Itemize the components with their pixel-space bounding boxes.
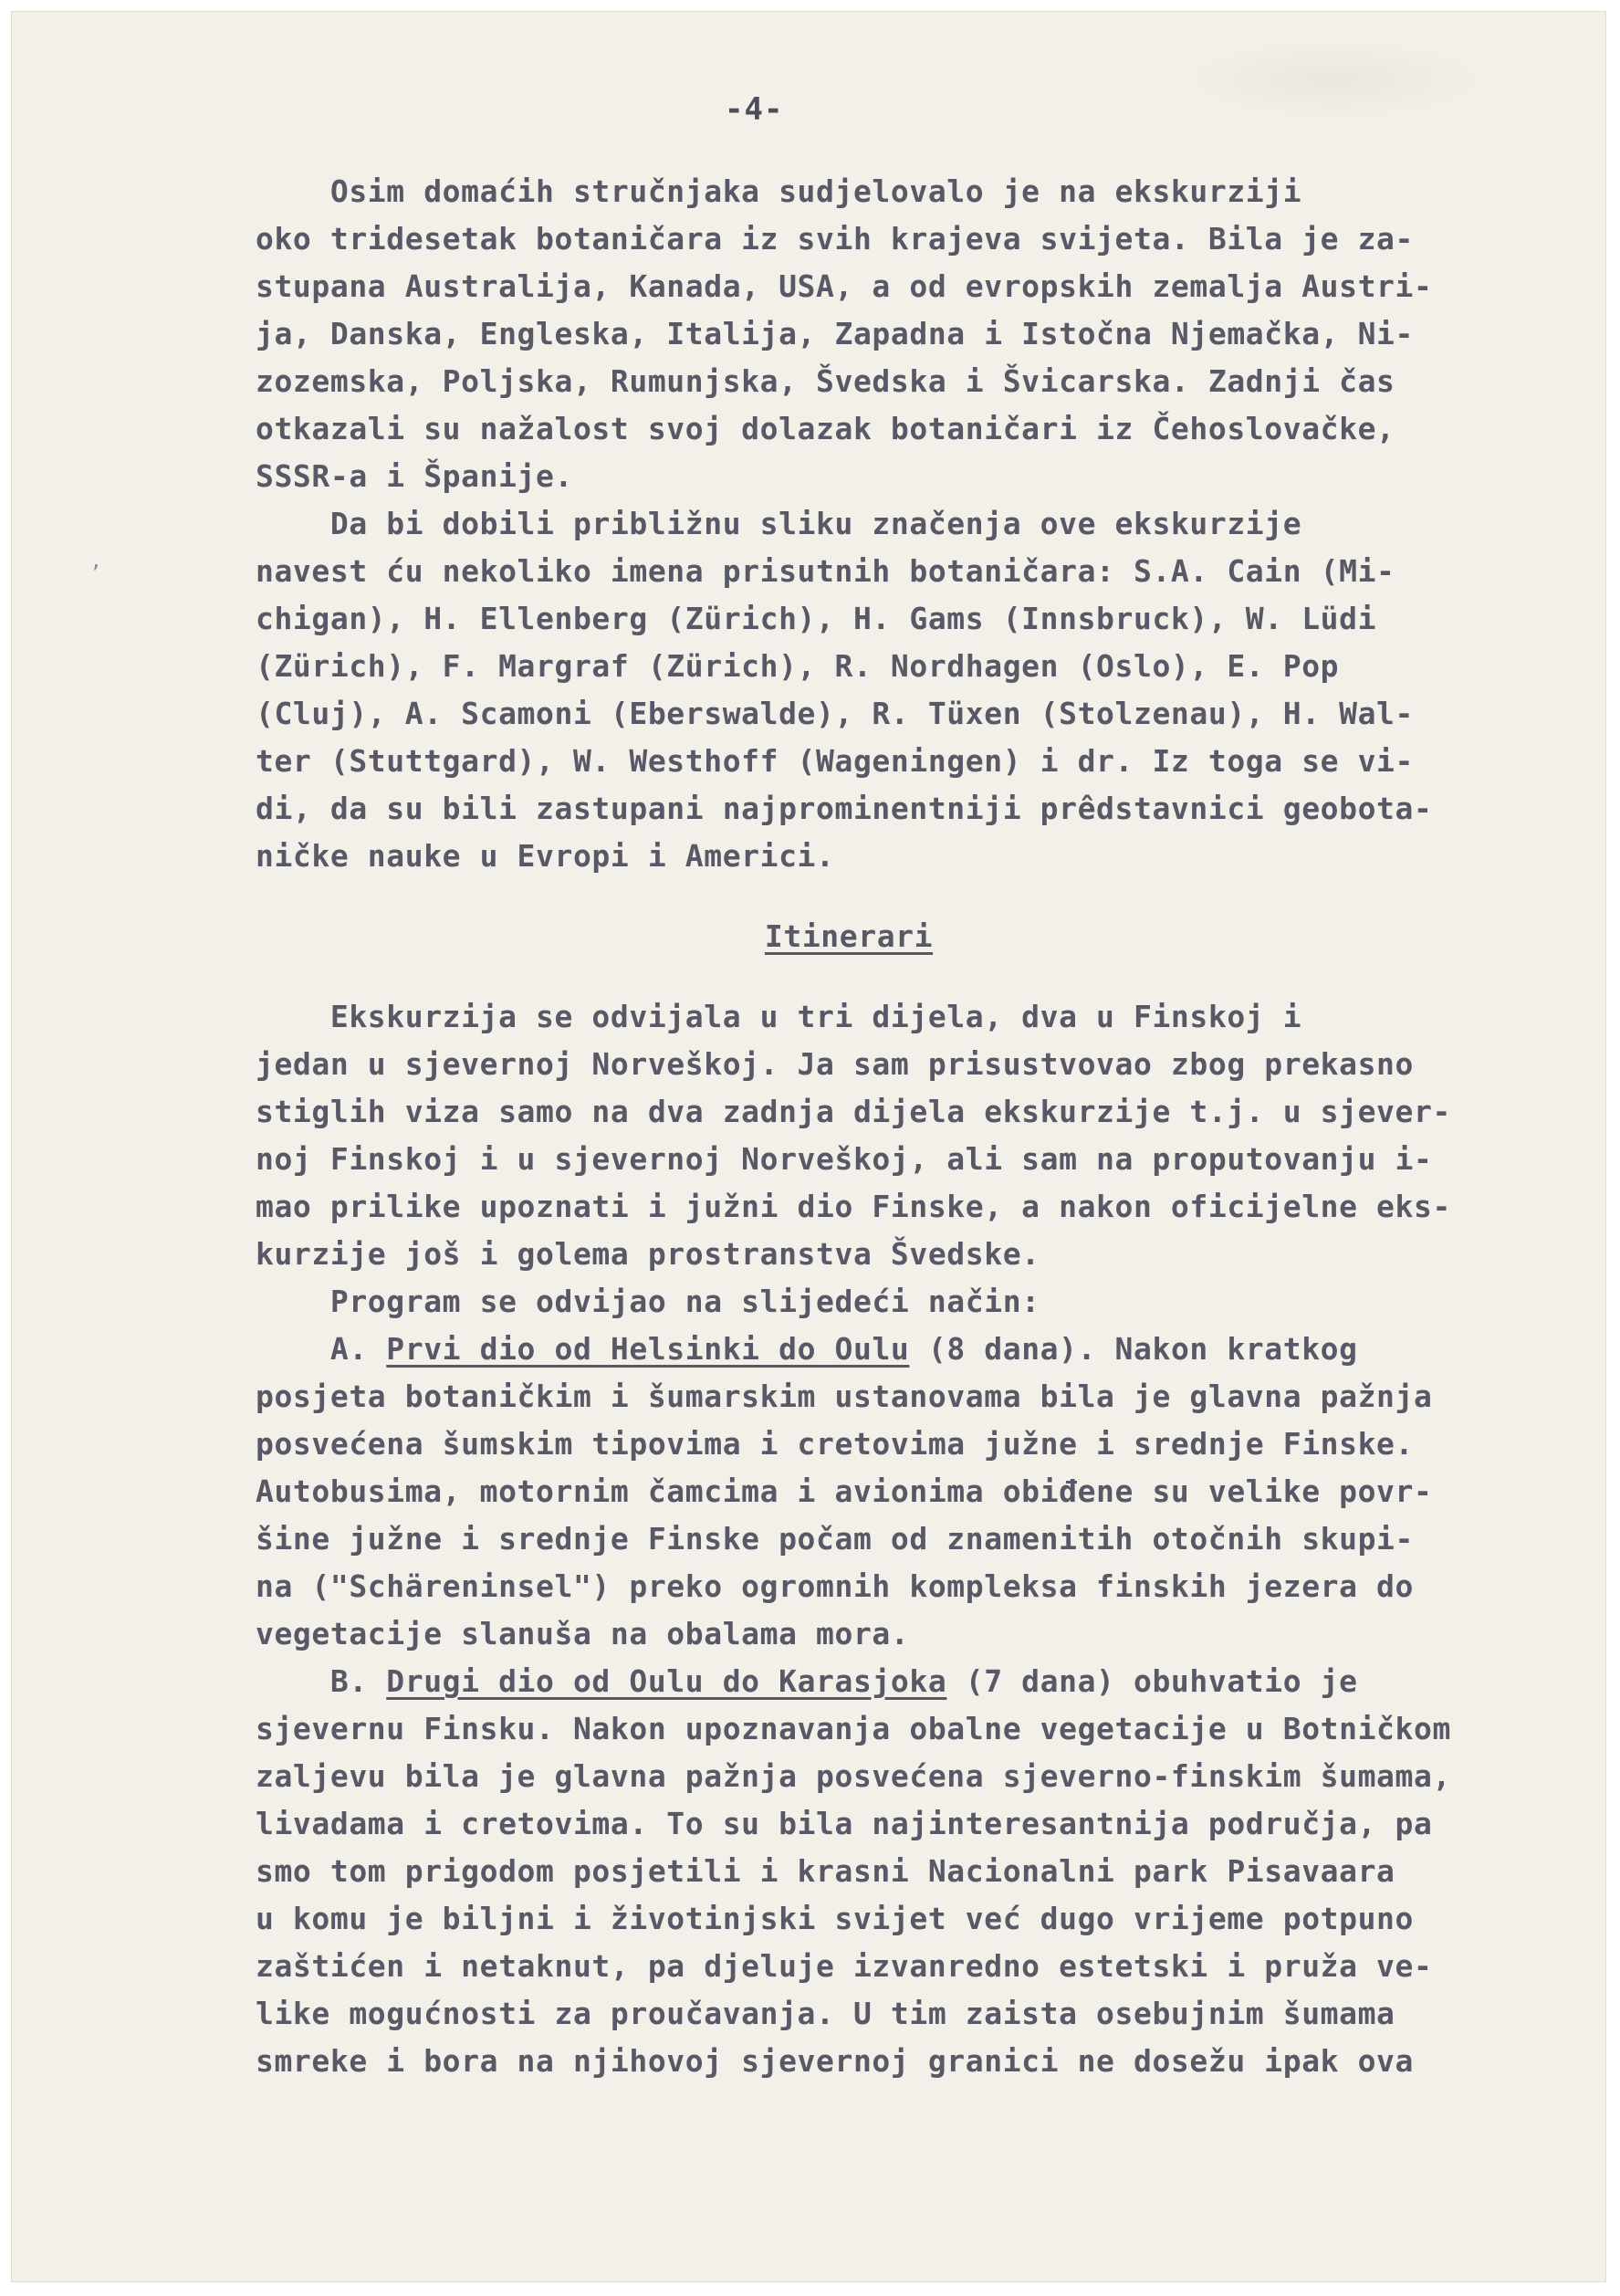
text-line: di, da su bili zastupani najprominentniji prêdstavnici geobota- (256, 791, 1433, 826)
text-line: vegetacije slanuša na obalama mora. (256, 1616, 910, 1651)
text-line: zozemska, Poljska, Rumunjska, Švedska i Švicarska. Zadnji čas (256, 363, 1395, 399)
section-heading (256, 911, 1442, 962)
text-line: šine južne i srednje Finske počam od znamenitih otočnih skupi- (256, 1521, 1414, 1557)
paragraph-botanists (256, 500, 1552, 880)
paragraph-itinerary (256, 993, 1552, 1278)
text-line: Osim domaćih stručnjaka sudjelovalo je na ekskurziji (256, 173, 1302, 209)
text-line: chigan), H. Ellenberg (Zürich), H. Gams (Innsbruck), W. Lüdi (256, 601, 1377, 636)
paper-stain (1179, 38, 1489, 121)
text-line: SSSR-a i Španije. (256, 458, 573, 494)
text-line: smo tom prigodom posjetili i krasni Nacionalni park Pisavaara (256, 1853, 1395, 1889)
typewritten-page (11, 11, 1606, 2282)
text-line: ja, Danska, Engleska, Italija, Zapadna i Istočna Njemačka, Ni- (256, 316, 1414, 351)
text-line: ter (Stuttgard), W. Westhoff (Wageningen) i dr. Iz toga se vi- (256, 743, 1414, 779)
section-a-title: Prvi dio od Helsinki do Oulu (386, 1331, 910, 1367)
text-line: livadama i cretovima. To su bila najinteresantnija područja, pa (256, 1806, 1433, 1841)
text-line: sjevernu Finsku. Nakon upoznavanja obalne vegetacije u Botničkom (256, 1711, 1451, 1746)
text-line: oko tridesetak botaničara iz svih krajeva svijeta. Bila je za- (256, 221, 1414, 257)
document-body (256, 168, 1552, 2085)
margin-mark: ʼ (89, 562, 102, 585)
section-a-first-line (256, 1326, 1552, 1373)
text-line: posvećena šumskim tipovima i cretovima južne i srednje Finske. (256, 1426, 1414, 1462)
text-line: u komu je biljni i životinjski svijet već dugo vrijeme potpuno (256, 1901, 1414, 1936)
text-line: na ("Schäreninsel") preko ogromnih kompleksa finskih jezera do (256, 1568, 1414, 1604)
text-line: ničke nauke u Evropi i Americi. (256, 838, 835, 874)
text-line: mao prilike upoznati i južni dio Finske, a nakon oficijelne eks- (256, 1189, 1451, 1224)
text-line: otkazali su nažalost svoj dolazak botaničari iz Čehoslovačke, (256, 411, 1395, 446)
spacer (256, 962, 1552, 993)
text-line: (Zürich), F. Margraf (Zürich), R. Nordhagen (Oslo), E. Pop (256, 648, 1340, 684)
section-b-title: Drugi dio od Oulu do Karasjoka (386, 1663, 947, 1699)
text-line: like mogućnosti za proučavanja. U tim zaista osebujnim šumama (256, 1996, 1395, 2031)
text-line: zaštićen i netaknut, pa djeluje izvanredno estetski i pruža ve- (256, 1948, 1433, 1984)
section-b-first-line (256, 1658, 1552, 1705)
section-a (256, 1326, 1552, 1658)
section-a-prefix: A. (256, 1331, 387, 1367)
section-a-first-line-rest: (8 dana). Nakon kratkog (909, 1331, 1358, 1367)
text-line: zaljevu bila je glavna pažnja posvećena sjeverno-finskim šumama, (256, 1758, 1451, 1794)
spacer (256, 880, 1552, 911)
text-line: stupana Australija, Kanada, USA, a od evropskih zemalja Austri- (256, 268, 1433, 304)
text-line: navest ću nekoliko imena prisutnih botaničara: S.A. Cain (Mi- (256, 553, 1395, 589)
text-line: smreke i bora na njihovoj sjevernoj granici ne dosežu ipak ova (256, 2043, 1414, 2079)
text-line: stiglih viza samo na dva zadnja dijela ekskurzije t.j. u sjever- (256, 1094, 1451, 1129)
section-b (256, 1658, 1552, 2085)
text-line: jedan u sjevernoj Norveškoj. Ja sam prisustvovao zbog prekasno (256, 1046, 1414, 1082)
text-line: posjeta botaničkim i šumarskim ustanovama bila je glavna pažnja (256, 1379, 1433, 1414)
text-line: kurzije još i golema prostranstva Švedske. (256, 1236, 1040, 1272)
section-b-prefix: B. (256, 1663, 387, 1699)
paragraph-participants (256, 168, 1552, 500)
program-intro: Program se odvijao na slijedeći način: (256, 1284, 1040, 1319)
text-line: Ekskurzija se odvijala u tri dijela, dva u Finskoj i (256, 999, 1302, 1034)
section-b-first-line-rest: (7 dana) obuhvatio je (946, 1663, 1358, 1699)
heading-text: Itinerari (764, 918, 934, 954)
page-number: -4- (725, 91, 784, 128)
text-line: Da bi dobili približnu sliku značenja ove ekskurzije (256, 506, 1302, 541)
text-line: noj Finskoj i u sjevernoj Norveškoj, ali sam na proputovanju i- (256, 1141, 1433, 1177)
text-line: (Cluj), A. Scamoni (Eberswalde), R. Tüxen (Stolzenau), H. Wal- (256, 696, 1414, 731)
text-line: Autobusima, motornim čamcima i avionima obiđene su velike povr- (256, 1473, 1433, 1509)
